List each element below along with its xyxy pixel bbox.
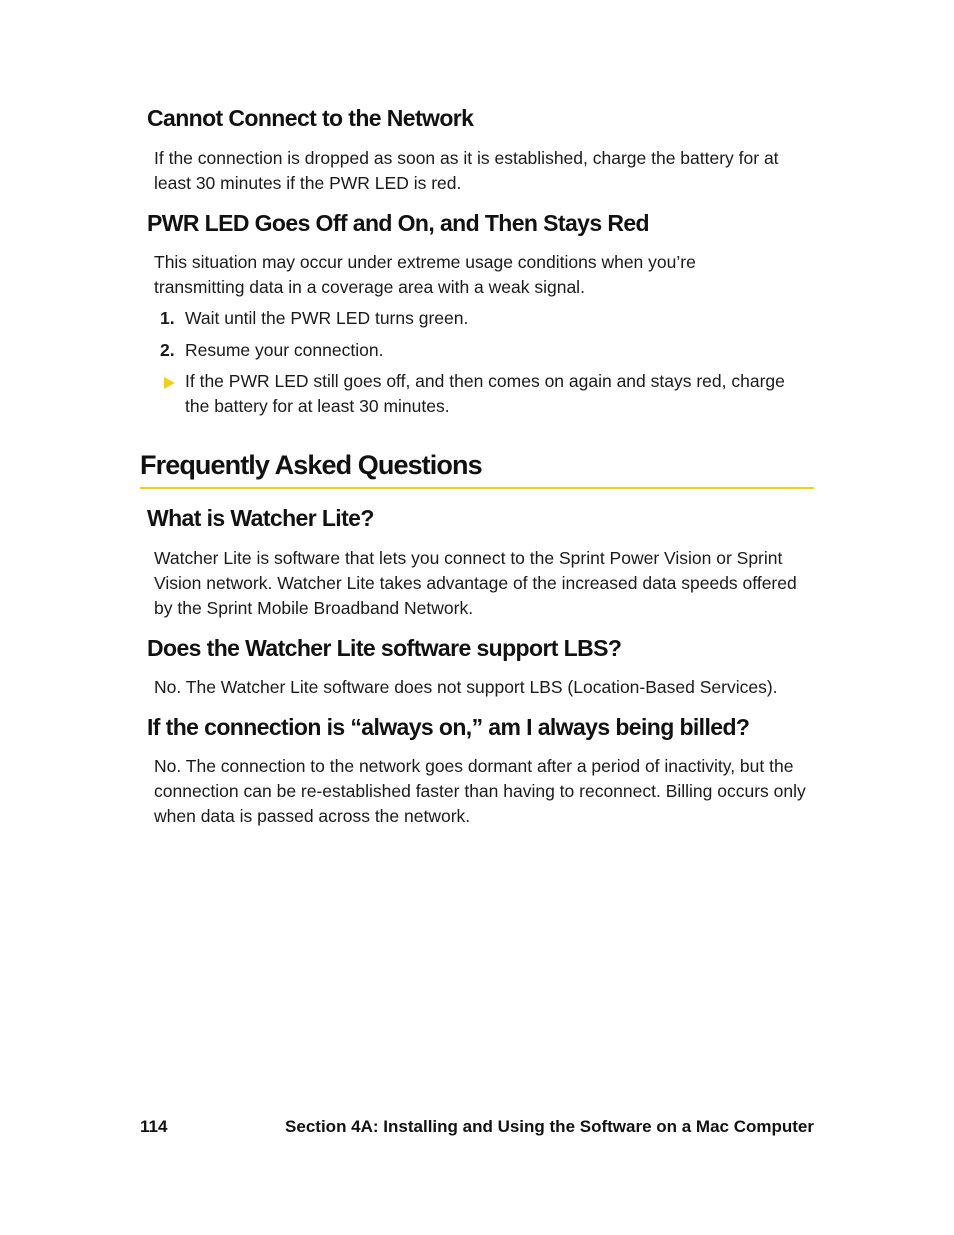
- cannot-connect-body: If the connection is dropped as soon as it is established, charge the battery for at least 30 minutes if the PWR LED is red.: [154, 148, 779, 193]
- note-arrow-icon: [164, 377, 175, 389]
- faq-answer-3: No. The connection to the network goes dormant after a period of inactivity, but the connection can be re-established faster than having to reconnect. Billing occurs only when data is passed across the network.: [154, 756, 806, 826]
- note-text: If the PWR LED still goes off, and then comes on again and stays red, charge the battery for at least 30 minutes.: [185, 371, 785, 416]
- page-number: 114: [140, 1117, 168, 1136]
- faq-question-2: Does the Watcher Lite software support LBS?: [147, 635, 622, 661]
- faq-question-1: What is Watcher Lite?: [147, 505, 374, 531]
- faq-question-3: If the connection is “always on,” am I always being billed?: [147, 714, 750, 740]
- heading-cannot-connect: Cannot Connect to the Network: [147, 105, 474, 131]
- faq-title: Frequently Asked Questions: [140, 450, 482, 480]
- heading-pwr-led: PWR LED Goes Off and On, and Then Stays Red: [147, 210, 649, 236]
- step-text-2: Resume your connection.: [185, 340, 384, 360]
- faq-answer-2: No. The Watcher Lite software does not support LBS (Location-Based Services).: [154, 677, 778, 697]
- faq-title-underline: [140, 487, 814, 489]
- step-number-1: 1.: [160, 308, 175, 328]
- step-number-2: 2.: [160, 340, 175, 360]
- step-text-1: Wait until the PWR LED turns green.: [185, 308, 469, 328]
- faq-answer-1: Watcher Lite is software that lets you connect to the Sprint Power Vision or Sprint Vision network. Watcher Lite takes advantage of the increased data speeds offered by the Sprint Mobile Broadband Network.: [154, 548, 797, 618]
- pwr-led-body: This situation may occur under extreme usage conditions when you’re transmitting data in a coverage area with a weak signal.: [154, 252, 696, 297]
- footer-section-title: Section 4A: Installing and Using the Software on a Mac Computer: [285, 1117, 814, 1136]
